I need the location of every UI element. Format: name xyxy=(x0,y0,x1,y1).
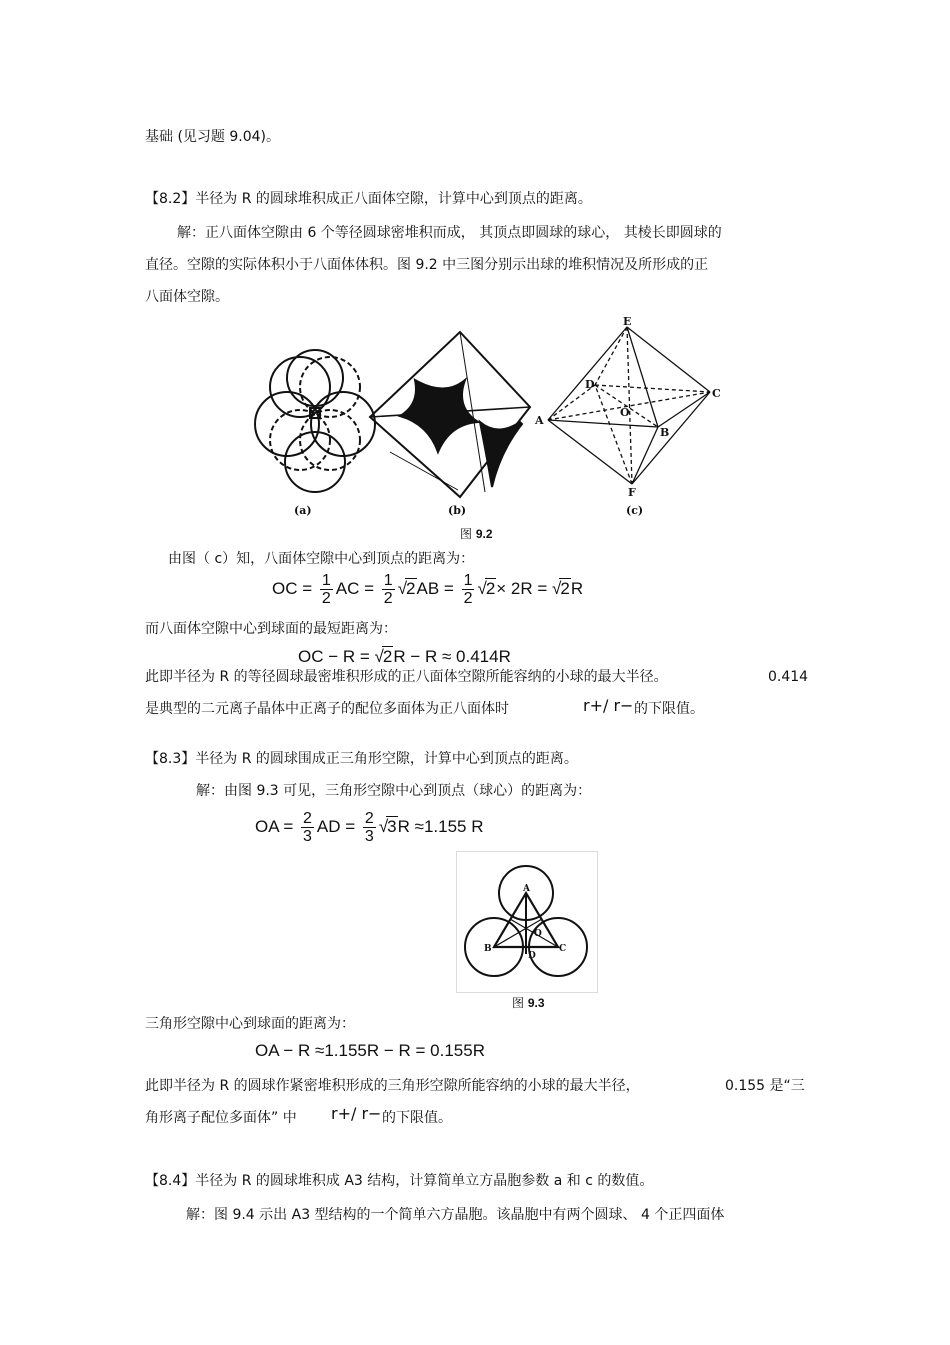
text-line: 基础 (见习题 9.04)。 xyxy=(145,129,280,145)
problem-8-3-title: 【8.3】半径为 R 的圆球围成正三角形空隙，计算中心到顶点的距离。 xyxy=(145,751,578,767)
paragraph-line: 的下限值。 xyxy=(634,701,704,717)
figure-9-2 xyxy=(230,312,730,522)
equation-oa: OA = $\frac{2}{3}$ AD = $\frac{2}{3}$ √3R ≈1.155 R xyxy=(255,810,484,845)
vertex-label-a: A xyxy=(523,884,530,894)
paragraph-line: 八面体空隙。 xyxy=(145,289,229,305)
problem-8-4-title: 【8.4】半径为 R 的圆球堆积成 A3 结构，计算简单立方晶胞参数 a 和 c 的数值。 xyxy=(145,1173,654,1189)
problem-8-2-title: 【8.2】半径为 R 的圆球堆积成正八面体空隙，计算中心到顶点的距离。 xyxy=(145,191,592,207)
vertex-label-f: F xyxy=(628,486,636,499)
vertex-label-o: O xyxy=(534,929,542,939)
value-0-414: 0.414 xyxy=(768,669,809,685)
paragraph-line: 三角形空隙中心到球面的距离为： xyxy=(145,1016,355,1032)
paragraph-line: 解：正八面体空隙由 6 个等径圆球密堆积而成， 其顶点即圆球的球心， 其棱长即圆球的 xyxy=(177,225,722,241)
equation-oc-minus-r: OC − R = √2R − R ≈ 0.414R xyxy=(298,647,511,666)
vertex-label-d: D xyxy=(528,951,536,961)
paragraph-line: 而八面体空隙中心到球面的最短距离为： xyxy=(145,621,397,637)
paragraph-line: 由图（ c）知，八面体空隙中心到顶点的距离为： xyxy=(168,551,475,567)
ratio-r-plus-r-minus: r+/ r− xyxy=(583,696,634,715)
paragraph-line: 直径。空隙的实际体积小于八面体体积。图 9.2 中三图分别示出球的堆积情况及所形成的正 xyxy=(145,257,709,273)
vertex-label-c: C xyxy=(712,387,721,400)
figure-9-2-caption: 图 9.2 xyxy=(460,527,493,541)
figure-9-3 xyxy=(456,851,598,993)
paragraph-line: 0.155 是“三 xyxy=(725,1078,805,1094)
paragraph-line: 解：由图 9.3 可见，三角形空隙中心到顶点（球心）的距离为： xyxy=(196,783,592,799)
equation-oa-minus-r: OA − R ≈1.155R − R = 0.155R xyxy=(255,1041,485,1060)
vertex-label-o: O xyxy=(620,406,630,419)
paragraph-line: 的下限值。 xyxy=(382,1110,452,1126)
vertex-label-a: A xyxy=(535,414,544,427)
subfigure-label-c: (c) xyxy=(626,504,644,517)
vertex-label-d: D xyxy=(585,378,595,391)
paragraph-line: 此即半径为 R 的圆球作紧密堆积形成的三角形空隙所能容纳的小球的最大半径， xyxy=(145,1078,640,1094)
paragraph-line: 此即半径为 R 的等径圆球最密堆积形成的正八面体空隙所能容纳的小球的最大半径。 xyxy=(145,669,668,685)
vertex-label-b: B xyxy=(484,944,492,954)
equation-oc: OC = $\frac{1}{2}$ AC = $\frac{1}{2}$ √2AB = $\frac{1}{2}$ √2× 2R = √2R xyxy=(272,572,584,607)
subfigure-label-b: (b) xyxy=(448,504,467,517)
vertex-label-c: C xyxy=(559,944,567,954)
ratio-r-plus-r-minus: r+/ r− xyxy=(331,1104,382,1123)
vertex-label-b: B xyxy=(660,426,670,439)
paragraph-line: 解：图 9.4 示出 A3 型结构的一个简单六方晶胞。该晶胞中有两个圆球、 4 个正四面体 xyxy=(186,1207,725,1223)
paragraph-line: 是典型的二元离子晶体中正离子的配位多面体为正八面体时 xyxy=(145,701,509,717)
paragraph-line: 角形离子配位多面体” 中 xyxy=(145,1110,297,1126)
subfigure-label-a: (a) xyxy=(294,504,312,517)
figure-9-3-caption: 图 9.3 xyxy=(512,996,545,1010)
vertex-label-e: E xyxy=(623,315,632,328)
